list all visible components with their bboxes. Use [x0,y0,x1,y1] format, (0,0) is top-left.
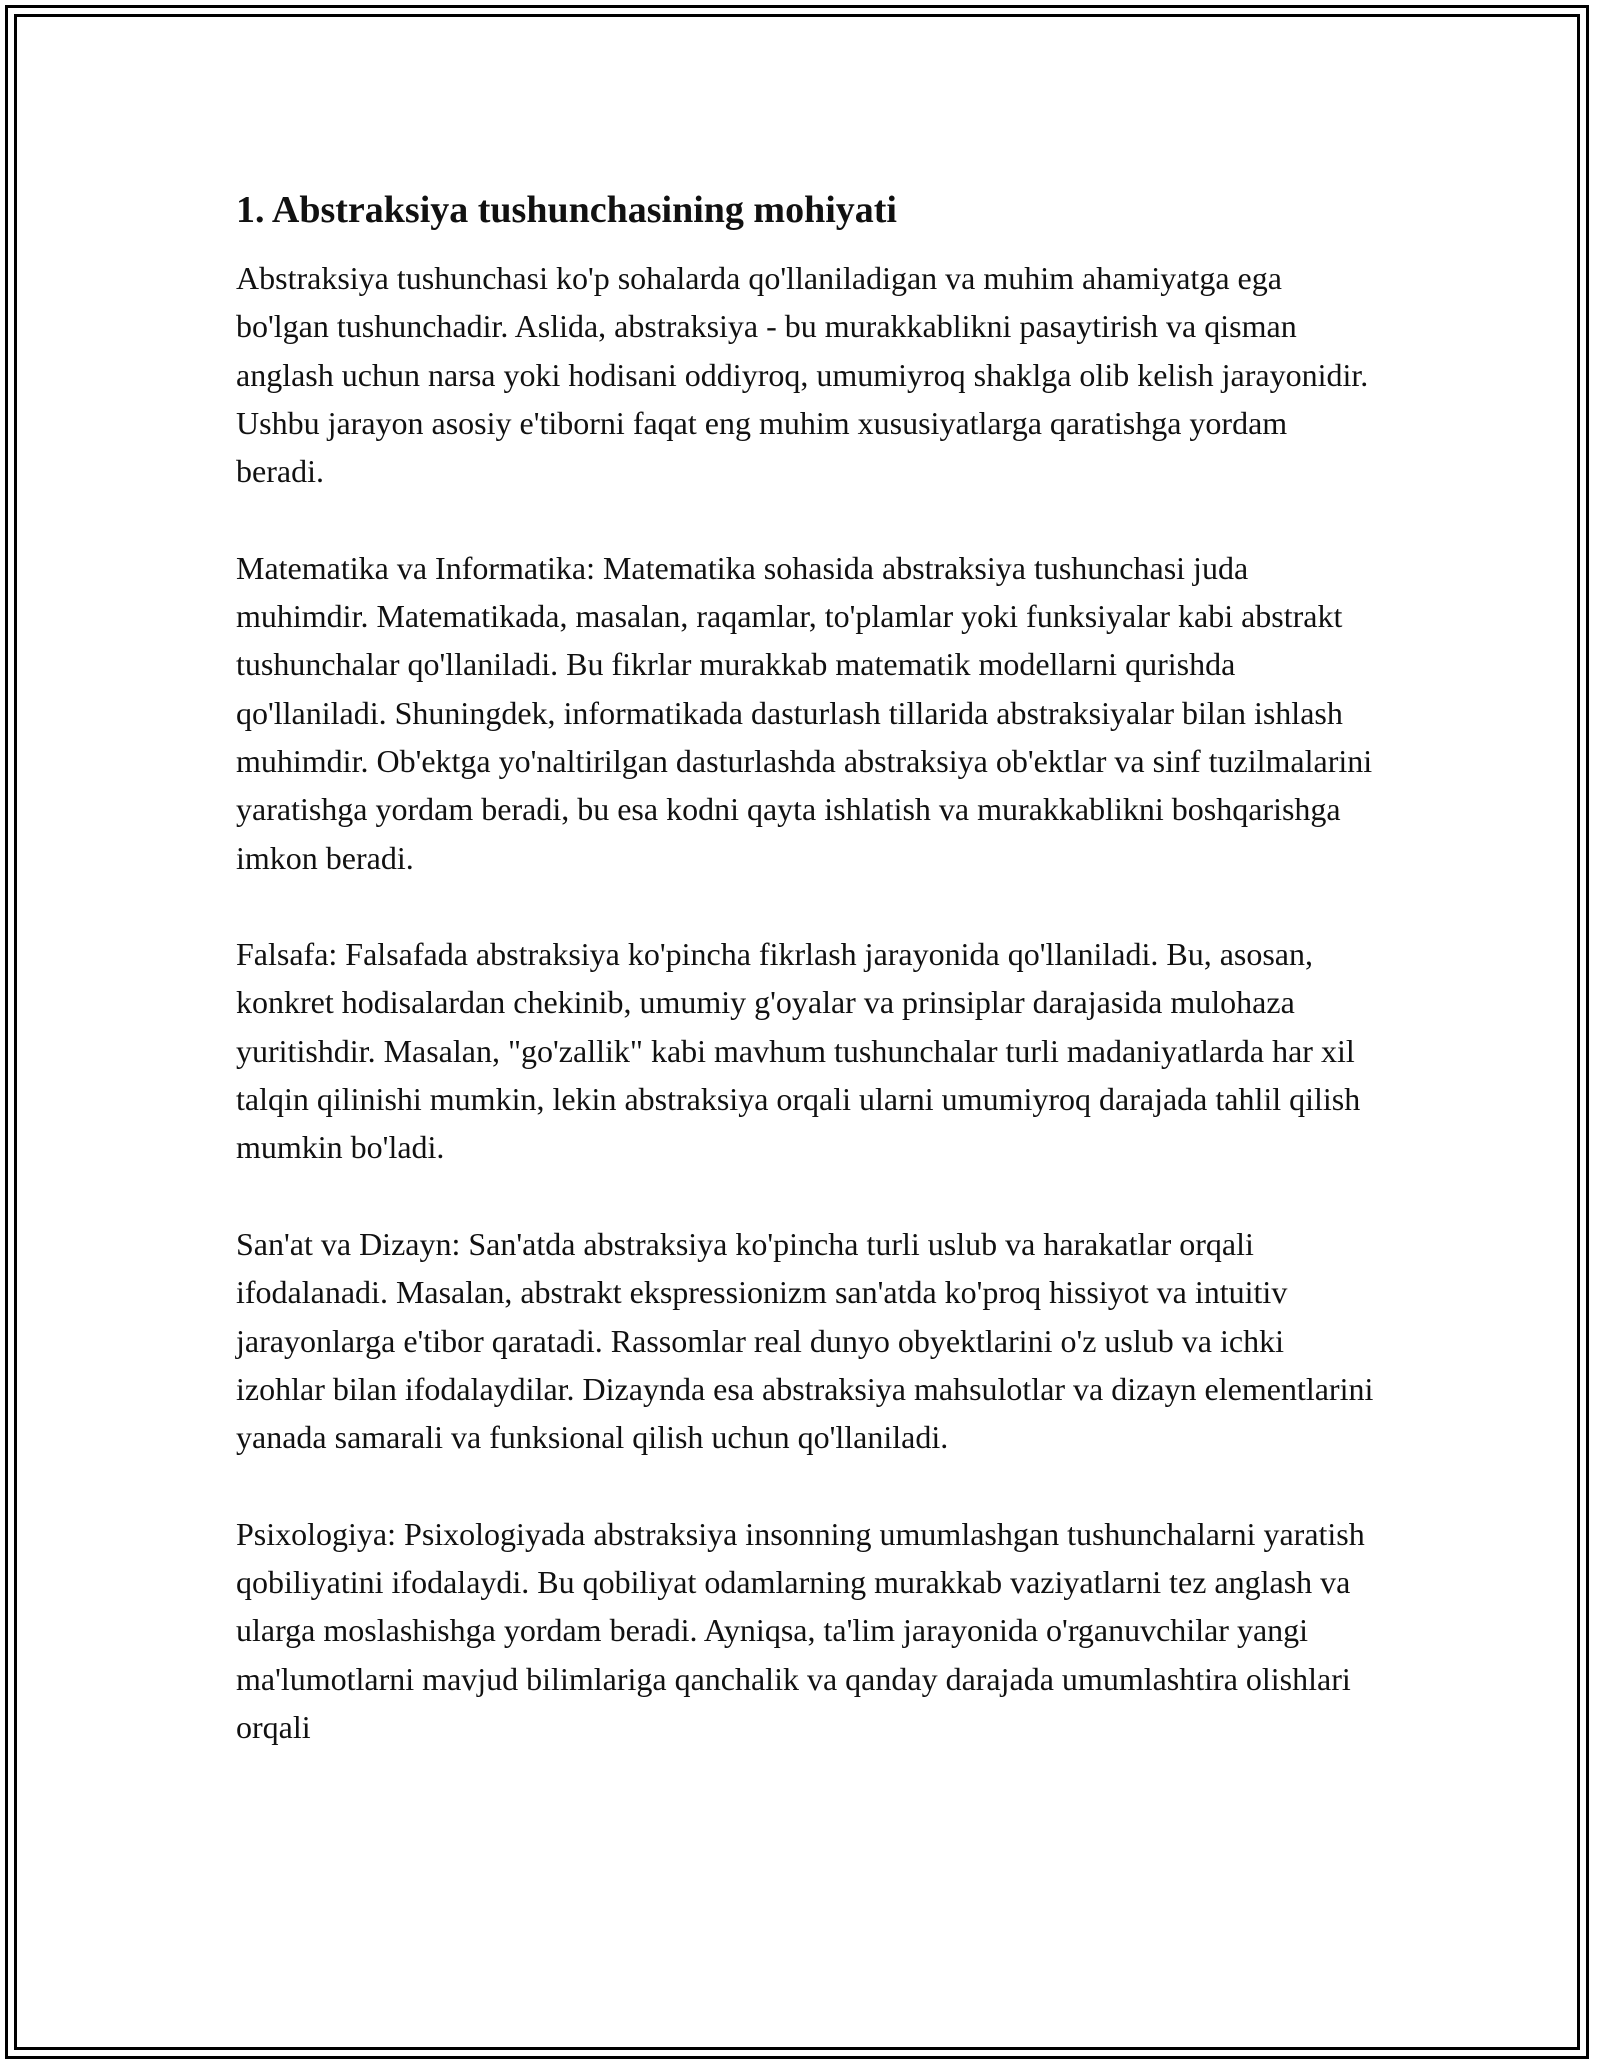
paragraph-philosophy: Falsafa: Falsafada abstraksiya ko'pincha fikrlash jarayonida qo'llaniladi. Bu, asosan, konkret hodisalardan chekinib, umumiy g'oyalar va prinsiplar darajasida mulohaza yuritishdir. Masalan, "go'zallik" kabi mavhum tushunchalar turli madaniyatlarda har xil talqin qilinishi mumkin, lekin abstraksiya orqali ularni umumiyroq darajada tahlil qilish mumkin bo'ladi. [236,936,1361,1166]
paragraph-psychology: Psixologiya: Psixologiyada abstraksiya insonning umumlashgan tushunchalarni yaratish qobiliyatini ifodalaydi. Bu qobiliyat odamlarning murakkab vaziyatlarni tez anglash va ularga moslashishga yordam beradi. Ayniqsa, ta'lim jarayonida o'rganuvchilar yangi ma'lumotlarni mavjud bilimlariga qanchalik va qanday darajada umumlashtira olishlari orqali [236,1515,1365,1745]
paragraph-mathematics-informatics: Matematika va Informatika: Matematika sohasida abstraksiya tushunchasi juda muhimdir. Matematikada, masalan, raqamlar, to'plamlar yoki funksiyalar kabi abstrakt tushunchalar qo'llaniladi. Bu fikrlar murakkab matematik modellarni qurishda qo'llaniladi. Shuningdek, informatikada dasturlash tillarida abstraksiyalar bilan ishlash muhimdir. Ob'ektga yo'naltirilgan dasturlashda abstraksiya ob'ektlar va sinf tuzilmalarini yaratishga yordam beradi, bu esa kodni qayta ishlatish va murakkablikni boshqarishga imkon beradi. [236,549,1373,876]
paragraph-intro: Abstraksiya tushunchasi ko'p sohalarda qo'llaniladigan va muhim ahamiyatga ega bo'lgan tushunchadir. Aslida, abstraksiya - bu murakkablikni pasaytirish va qisman anglash uchun narsa yoki hodisani oddiyroq, umumiyroq shaklga olib kelish jarayonidir. Ushbu jarayon asosiy e'tiborni faqat eng muhim xususiyatlarga qaratishga yordam beradi. [236,260,1369,490]
section-heading: 1. Abstraksiya tushunchasining mohiyati [236,189,897,231]
document-body [236,186,1376,1751]
paragraph-art-design: San'at va Dizayn: San'atda abstraksiya ko'pincha turli uslub va harakatlar orqali ifodalanadi. Masalan, abstrakt ekspressionizm san'atda ko'proq hissiyot va intuitiv jarayonlarga e'tibor qaratadi. Rassomlar real dunyo obyektlarini o'z uslub va ichki izohlar bilan ifodalaydilar. Dizaynda esa abstraksiya mahsulotlar va dizayn elementlarini yanada samarali va funksional qilish uchun qo'llaniladi. [236,1225,1374,1456]
